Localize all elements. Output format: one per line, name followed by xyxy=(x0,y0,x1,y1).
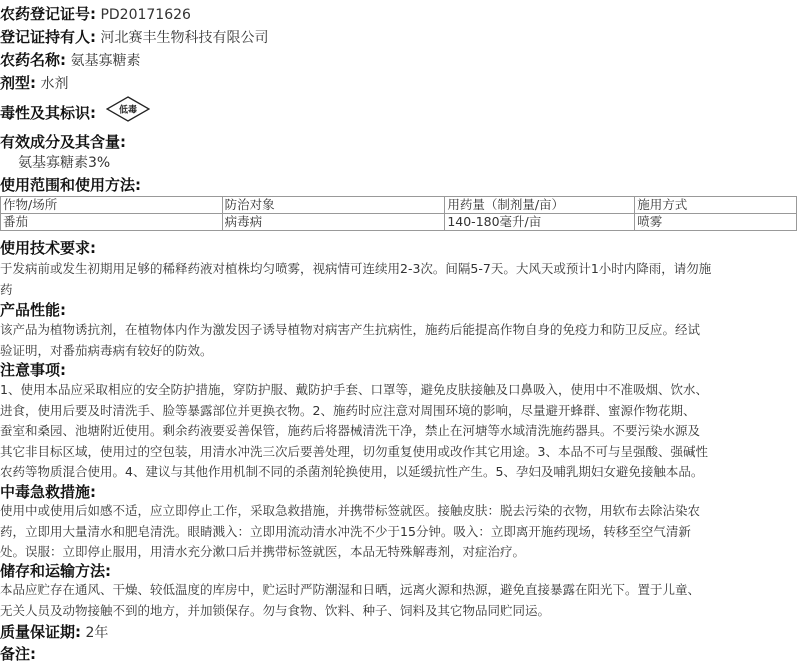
remarks-label: 备注: xyxy=(0,645,36,663)
toxicity-label: 毒性及其标识: xyxy=(0,104,96,122)
first-aid-text xyxy=(0,501,793,563)
technique-label: 使用技术要求: xyxy=(0,239,96,257)
usage-cell-target: 病毒病 xyxy=(222,214,445,231)
formulation-row xyxy=(0,73,68,94)
holder-row xyxy=(0,27,268,48)
precautions-line: 农药等物质混合使用。4、建议与其他作用机制不同的杀菌剂轮换使用，以延缓抗性产生。5、孕妇及哺乳期妇女避免接触本品。 xyxy=(0,464,704,479)
precautions-line: 1、使用本品应采取相应的安全防护措施，穿防护服、戴防护手套、口罩等，避免皮肤接触及口鼻吸入，使用中不准吸烟、饮水、 xyxy=(0,382,708,397)
shelf-life-value: 2年 xyxy=(85,625,109,641)
first-aid-line: 药，立即用大量清水和肥皂清洗。眼睛溅入：立即用流动清水冲洗不少于15分钟。吸入：立即离开施药现场，转移至空气清新 xyxy=(0,523,691,539)
shelf-life-label: 质量保证期: xyxy=(0,623,81,641)
toxicity-row xyxy=(0,96,150,132)
usage-header-target: 防治对象 xyxy=(222,197,445,214)
usage-table xyxy=(0,196,797,231)
registration-label: 农药登记证号: xyxy=(0,5,96,23)
first-aid-line: 处。误服：立即停止服用，用清水充分漱口后并携带标签就医，本品无特殊解毒剂，对症治疗。 xyxy=(0,544,526,559)
first-aid-line: 使用中或使用后如感不适，应立即停止工作，采取急救措施，并携带标签就医。接触皮肤：脱去污染的衣物，用软布去除沾染农 xyxy=(0,503,701,518)
name-row xyxy=(0,50,140,71)
usage-header-method: 施用方式 xyxy=(635,197,797,214)
precautions-line: 蚕室和桑园、池塘附近使用。剩余药液要妥善保管，施药后将器械清洗干净，禁止在河塘等水域清洗施药器具。不要污染水源及 xyxy=(0,423,701,438)
holder-value: 河北赛丰生物科技有限公司 xyxy=(100,30,269,46)
performance-line: 该产品为植物诱抗剂，在植物体内作为激发因子诱导植物对病害产生抗病性，施药后能提高作物自身的免疫力和防卫反应。经试 xyxy=(0,322,701,337)
storage-label: 储存和运输方法: xyxy=(0,562,111,580)
usage-cell-crop: 番茄 xyxy=(1,214,223,231)
precautions-text xyxy=(0,380,793,483)
usage-label: 使用范围和使用方法: xyxy=(0,176,141,194)
storage-line: 无关人员及动物接触不到的地方，并加锁保存。勿与食物、饮料、种子、饲料及其它物品同贮同运。 xyxy=(0,602,551,618)
performance-line: 验证明，对番茄病毒病有较好的防效。 xyxy=(0,342,213,358)
performance-text xyxy=(0,320,793,361)
storage-text xyxy=(0,580,793,621)
holder-label: 登记证持有人: xyxy=(0,28,96,46)
precautions-line: 进食，使用后要及时清洗手、脸等暴露部位并更换衣物。2、施药时应注意对周围环境的影响，尽量避开蜂群、蜜源作物花期、 xyxy=(0,402,696,418)
name-value: 氨基寡糖素 xyxy=(70,53,141,69)
active-ingredient-value: 氨基寡糖素3% xyxy=(18,155,111,171)
precautions-line: 其它非目标区域，使用过的空包装，用清水冲洗三次后要善处理，切勿重复使用或改作其它用途。3、本品不可与呈强酸、强碱性 xyxy=(0,443,708,459)
performance-label: 产品性能: xyxy=(0,301,66,319)
formulation-value: 水剂 xyxy=(40,76,69,92)
usage-header-row xyxy=(1,197,797,214)
technique-text xyxy=(0,259,793,300)
technique-line: 药 xyxy=(0,281,13,297)
technique-line: 于发病前或发生初期用足够的稀释药液对植株均匀喷雾，视病情可连续用2-3次。间隔5-7天。大风天或预计1小时内降雨，请勿施 xyxy=(0,261,712,276)
usage-header-dosage: 用药量（制剂量/亩） xyxy=(445,197,635,214)
precautions-label: 注意事项: xyxy=(0,361,66,379)
active-ingredient-label: 有效成分及其含量: xyxy=(0,133,126,151)
name-label: 农药名称: xyxy=(0,51,66,69)
usage-header-crop: 作物/场所 xyxy=(1,197,223,214)
toxicity-badge-text: 低毒 xyxy=(119,105,138,116)
shelf-life-row xyxy=(0,622,108,643)
first-aid-label: 中毒急救措施: xyxy=(0,483,96,501)
formulation-label: 剂型: xyxy=(0,74,36,92)
table-row xyxy=(1,214,797,231)
low-toxicity-diamond-icon xyxy=(106,96,150,132)
registration-value: PD20171626 xyxy=(100,7,191,23)
storage-line: 本品应贮存在通风、干燥、较低温度的库房中，贮运时严防潮湿和日晒，远离火源和热源，避免直接暴露在阳光下。置于儿童、 xyxy=(0,582,701,597)
usage-cell-method: 喷雾 xyxy=(635,214,797,231)
registration-row xyxy=(0,4,191,25)
usage-cell-dosage: 140-180毫升/亩 xyxy=(445,214,635,231)
